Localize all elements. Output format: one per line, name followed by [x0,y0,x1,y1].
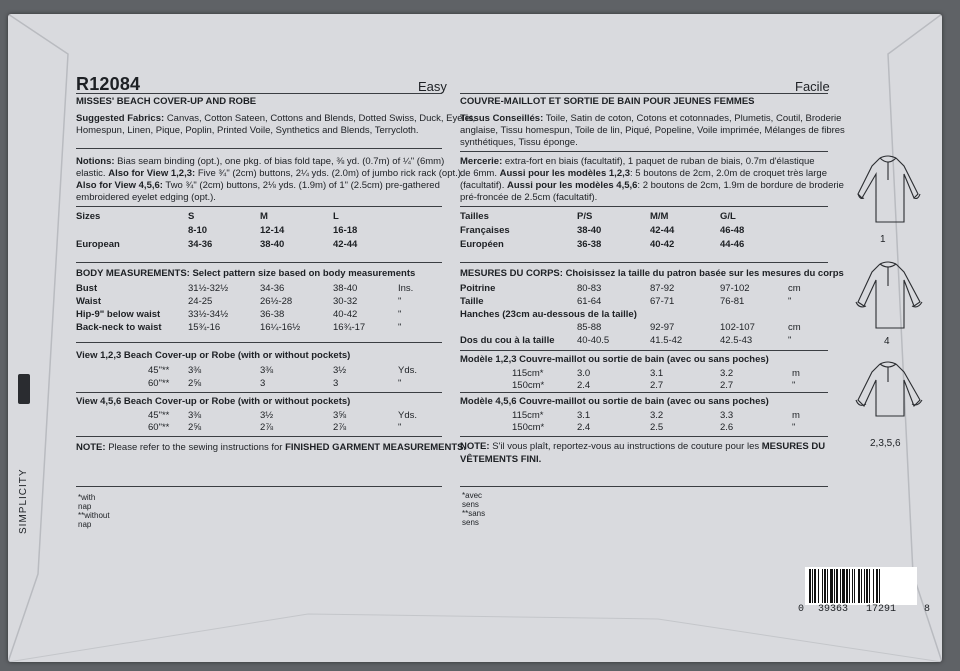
row-value: 30-32 [333,296,358,307]
view456-header-en: View 4,5,6 Beach Cover-up or Robe (with or without pockets) [76,396,351,407]
row-value: 24-25 [188,296,213,307]
sizes-label-fr: Tailles [460,211,489,222]
fabrics-fr-line1: Tissus Conseillés: Toile, Satin de coton, Cotons et cotonnades, Plumetis, Coutil, Broderie [460,113,842,124]
row-value: 3½ [260,410,274,421]
row-value: 34-36 [260,283,285,294]
size-eu-s: 34-36 [188,239,213,250]
row-value: 3 [333,378,339,389]
row-label: 150cm* [512,380,545,391]
notions-en-line2: elastic. Also for View 1,2,3: Five ¾" (2cm) buttons, 2¼ yds. (2.0m) of jumbo rick rack (opt.). [76,168,464,179]
row-value: 36-38 [260,309,285,320]
row-value: 3.1 [650,368,664,379]
barcode-icon [805,567,917,605]
view123-header-fr: Modèle 1,2,3 Couvre-maillot ou sortie de bain (avec ou sans poches) [460,354,769,365]
size-fr-mm: M/M [650,211,669,222]
row-unit: m [792,410,800,421]
row-value: 3½ [333,365,347,376]
row-value: 2.4 [577,422,591,433]
row-value: 97-102 [720,283,750,294]
row-unit: Yds. [398,365,418,376]
francaises-label: Françaises [460,225,510,236]
row-unit: cm [788,322,801,333]
row-label: Taille [460,296,484,307]
size-us-m: 12-14 [260,225,285,236]
row-value: 3.1 [577,410,591,421]
row-label: 45"** [148,365,170,376]
row-label: Bust [76,283,98,294]
view-label-1: 1 [880,234,886,245]
row-value: 2⅝ [188,422,202,433]
notions-fr-line2: de 6mm. Aussi pour les modèles 1,2,3: 5 boutons de 2cm, 2.0m de croquet très large [460,168,828,179]
row-value: 3.3 [720,410,734,421]
row-value: 15¾-16 [188,322,221,333]
row-value: 40-40.5 [577,335,610,346]
fabrics-en-line1: Suggested Fabrics: Canvas, Cotton Sateen, Cottons and Blends, Dotted Swiss, Duck, Eyelet, [76,113,476,124]
notions-en-line1: Notions: Bias seam binding (opt.), one pkg. of bias fold tape, ⅜ yd. (0.7m) of ¼" (6mm) [76,156,445,167]
row-value: 2⅝ [188,378,202,389]
row-unit: " [792,380,796,391]
footnote-en: *with nap **without nap [78,493,110,529]
row-unit: " [398,378,402,389]
size-m: M [260,211,268,222]
row-value: 2⅞ [333,422,347,433]
size-eu-fr-2: 40-42 [650,239,675,250]
row-value: 38-40 [333,283,358,294]
barcode-right: 17291 [866,604,897,615]
row-value: 3⅝ [333,410,347,421]
row-value: 92-97 [650,322,675,333]
note-en: NOTE: Please refer to the sewing instructions for FINISHED GARMENT MEASUREMENTS. [76,442,467,453]
notions-fr-line1: Mercerie: extra-fort en biais (facultatif), 1 paquet de ruban de biais, 0.7m d'élastique [460,156,815,167]
row-value: 40-42 [333,309,358,320]
row-value: 2.7 [720,380,734,391]
notions-en-line3: Also for View 4,5,6: Two ¾" (2cm) buttons, 2⅛ yds. (1.9m) of 1" (2.5cm) pre-gathered [76,180,440,191]
row-value: 3.2 [650,410,664,421]
row-label: 60"** [148,378,170,389]
barcode-left: 39363 [818,604,849,615]
size-fr-gl: G/L [720,211,736,222]
row-value: 67-71 [650,296,675,307]
notions-fr-line4: pré-froncée de 2.5cm (facultatif). [460,192,598,203]
view456-header-fr: Modèle 4,5,6 Couvre-maillot ou sortie de bain (avec ou sans poches) [460,396,769,407]
sizes-label-en: Sizes [76,211,101,222]
row-value: 26½-28 [260,296,293,307]
row-label: 115cm* [512,410,544,421]
row-value: 3 [260,378,266,389]
fabrics-fr-line2: anglaise, Tissu homespun, Toile de lin, Piqué, Popeline, Voile imprimée, Mélanges de fibres [460,125,845,136]
row-unit: " [398,422,402,433]
row-value: 87-92 [650,283,675,294]
size-eu-l: 42-44 [333,239,358,250]
row-value: 2.7 [650,380,664,391]
row-value: 76-81 [720,296,745,307]
row-value: 2.4 [577,380,591,391]
row-label: Hanches (23cm au-dessous de la taille) [460,309,637,320]
title-en: MISSES' BEACH COVER-UP AND ROBE [76,96,257,107]
note-fr-line1: NOTE: S'il vous plaît, reportez-vous au instructions de couture pour les MESURES DU [460,441,826,452]
row-value: 61-64 [577,296,602,307]
row-label: Poitrine [460,283,496,294]
size-us-l: 16-18 [333,225,358,236]
row-label: Waist [76,296,101,307]
difficulty-level-fr: Facile [795,79,830,94]
fabrics-en-line2: Homespun, Linen, Pique, Poplin, Printed Voile, Synthetics and Blends, Terrycloth. [76,125,419,136]
row-value: 2⅞ [260,422,274,433]
row-value: 102-107 [720,322,755,333]
row-unit: " [792,422,796,433]
row-unit: " [398,296,402,307]
row-value: 16¼-16½ [260,322,301,333]
notions-en-line4: embroidered eyelet edging (opt.). [76,192,216,203]
size-fr-ps: P/S [577,211,593,222]
row-value: 85-88 [577,322,602,333]
raglan-top-long-sleeve-icon [848,150,928,230]
barcode-check: 8 [924,604,931,615]
size-eu-m: 38-40 [260,239,285,250]
row-value: 2.6 [720,422,734,433]
row-unit: " [788,335,792,346]
europeen-label: Européen [460,239,504,250]
row-value: 80-83 [577,283,602,294]
row-label: 45"** [148,410,170,421]
barcode-lead: 0 [798,604,805,615]
view-label-2356: 2,3,5,6 [870,438,901,449]
row-label: Hip-9" below waist [76,309,161,320]
notions-fr-line3: (facultatif). Aussi pour les modèles 4,5,6: 2 boutons de 2cm, 1.9m de bordure de broderie [460,180,844,191]
row-value: 31½-32½ [188,283,229,294]
row-value: 3.2 [720,368,734,379]
row-unit: " [398,309,402,320]
size-eu-fr-3: 44-46 [720,239,745,250]
size-eu-fr-1: 36-38 [577,239,602,250]
row-label: 60"** [148,422,170,433]
row-label: Dos du cou à la taille [460,335,555,346]
note-fr-line2: VÊTEMENTS FINI. [460,454,542,465]
size-us-s: 8-10 [188,225,208,236]
size-s: S [188,211,195,222]
size-fr-1: 38-40 [577,225,602,236]
row-unit: Yds. [398,410,418,421]
title-fr: COUVRE-MAILLOT ET SORTIE DE BAIN POUR JEUNES FEMMES [460,96,755,107]
body-measurements-header-en: BODY MEASUREMENTS: Select pattern size based on body measurements [76,268,416,279]
view-label-4: 4 [884,336,890,347]
row-label: Back-neck to waist [76,322,162,333]
row-value: 42.5-43 [720,335,753,346]
row-value: 2.5 [650,422,664,433]
row-value: 41.5-42 [650,335,683,346]
view123-header-en: View 1,2,3 Beach Cover-up or Robe (with or without pockets) [76,350,351,361]
row-label: 150cm* [512,422,545,433]
row-value: 33½-34½ [188,309,229,320]
brand-name: SIMPLICITY [18,468,29,534]
row-value: 16¾-17 [333,322,366,333]
difficulty-level-en: Easy [418,79,447,94]
row-unit: m [792,368,800,379]
european-label: European [76,239,120,250]
row-value: 3.0 [577,368,591,379]
footnote-fr: *avec sens **sans sens [462,491,486,527]
size-l: L [333,211,339,222]
fabrics-fr-line3: synthétiques, Tissu éponge. [460,137,578,148]
body-measurements-header-fr: MESURES DU CORPS: Choisissez la taille du patron basée sur les mesures du corps [460,268,844,279]
size-fr-3: 46-48 [720,225,745,236]
row-value: 3⅜ [188,365,202,376]
raglan-top-ruffle-sleeve-icon [848,256,928,336]
row-value: 3⅜ [188,410,202,421]
row-value: 3⅜ [260,365,274,376]
row-unit: " [398,322,402,333]
row-unit: cm [788,283,801,294]
row-unit: Ins. [398,283,414,294]
row-label: 115cm* [512,368,544,379]
brand-logo-mark [18,374,30,404]
row-unit: " [788,296,792,307]
pattern-number: R12084 [76,74,141,94]
raglan-top-short-icon [848,356,928,436]
size-fr-2: 42-44 [650,225,675,236]
